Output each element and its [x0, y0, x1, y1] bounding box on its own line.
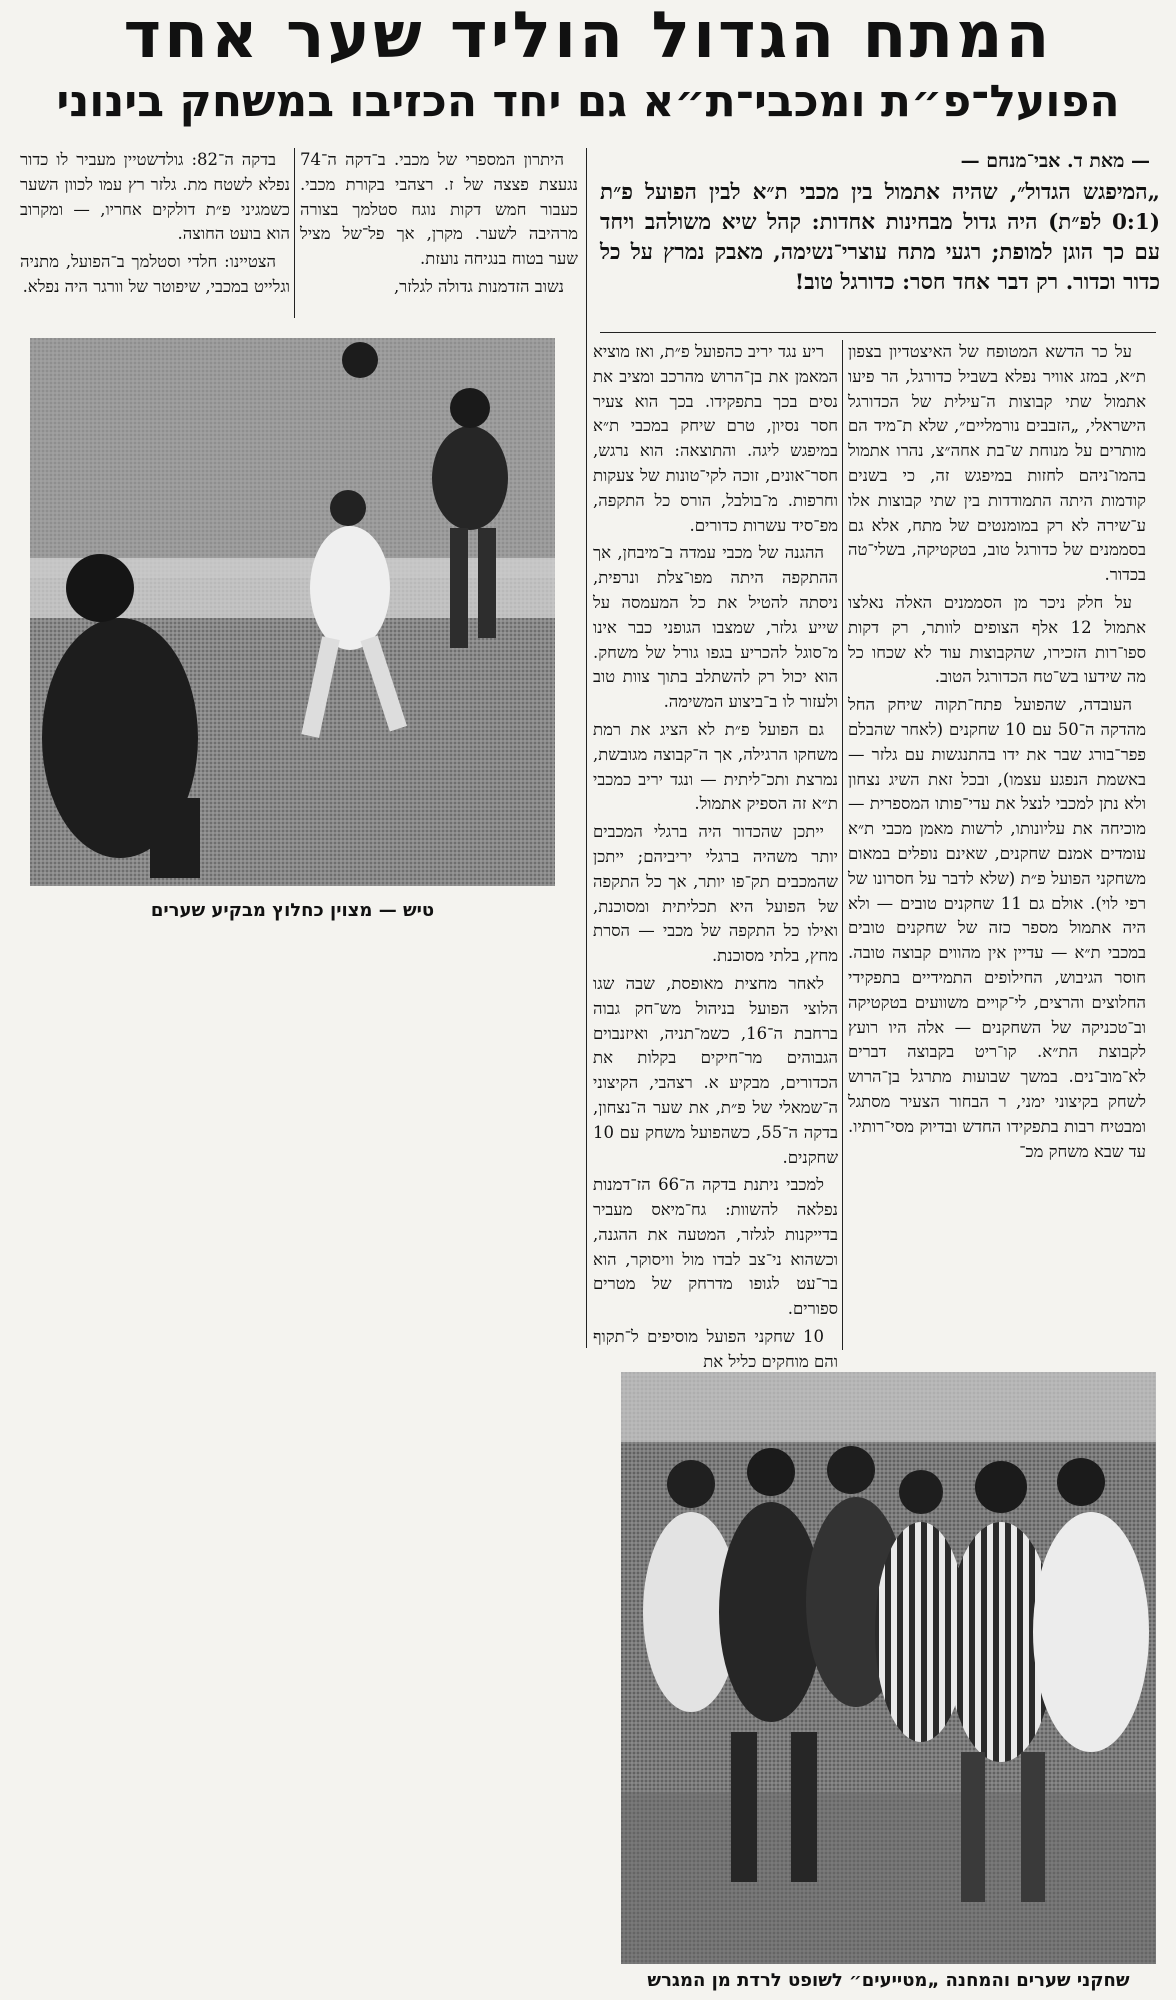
paragraph: בדקה ה־82: גולדשטיין מעביר לו כדור נפלא לשטח מת. גלזר רץ עמו לכוון השער כשמגיני פ״ת דולקים אחריו, — ומקרוב הוא בועט החוצה. [20, 150, 290, 244]
headline: המתח הגדול הוליד שער אחד [123, 0, 1053, 73]
lead-paragraph: „המיפגש הגדול״, שהיה אתמול בין מכבי ת״א לבין הפועל פ״ת (0:1 לפ״ת) היה גדול מבחינות אחדות: קהל שיא משולהב ויחד עם כך הוגן למופת; רגעי מתח עוצרי־נשימה, מאבק נמרץ על כל כדור וכדור. רק דבר אחד חסר: כדורגל טוב! [600, 180, 1160, 295]
paragraph: ריע נגד יריב כהפועל פ״ת, ואז מוציא המאמן את בן־הרוש מהרכב ומציב את נסים בכך בתפקידו. בכך הוא צעיר חסר נסיון, טרם שיחק במכבי ת״א במיפגש ליגה. והתוצאה: הוא נרגש, חסר־אונים, זוכה לקי־טונות של צעקות וחרפות. מ־בולבל, הורס כל התקפה, מפ־סיד עשרות כדורים. [593, 342, 838, 535]
photo-caption: שחקני שערים והמחנה „מטייעים״ לשופט לרדת מן המגרש [647, 1970, 1130, 1991]
paragraph: על כר הדשא המטופח של האיצטדיון בצפון ת״א, במזג אוויר נפלא בשביל כדורגל, הר פיעו אתמול שתי קבוצות ה־עילית של הכדורגל הישראלי, „הזבבים נורמליים״, שלא ת־מיד הם מותרים על מנוחת ש־בת אחה״צ, נהרו אתמול בהמו־ניהם לחזות במיפגש זה, כי בשנים קודמות היתה התמודדות בין שתי קבוצות אלו ע־שירה לא רק במומנטים של מתח, אלא גם בסממנים של כדורגל טוב, בטקטיקה, בשלי־טה בכדור. [848, 342, 1146, 585]
soccer-action-photo [30, 338, 555, 886]
article-column-2 [593, 340, 838, 1378]
paragraph: 10 שחקני הפועל מוסיפים ל־תקוף והם מוחקים כליל את [593, 1327, 838, 1371]
paragraph: ההגנה של מכבי עמדה ב־מיבחן, אך ההתקפה היתה מפו־צלת ונרפית, ניסתה להטיל את כל המעמסה על שייע גלזר, שמצבו הגופני כבר אינו מ־סוגל להכריע בגפו גורל של משחק. הוא יכול רק להשתלב בתוך צוות טוב ולעזור לו ב־ביצוע המשימה. [593, 543, 838, 712]
paragraph: נשוב הזדמנות גדולה לגלזר, [393, 276, 564, 296]
article-column-1 [848, 340, 1146, 1167]
paragraph: העובדה, שהפועל פתח־תקוה שיחק החל מהדקה ה־50 עם 10 שחקנים (לאחר שהבלם פפר־בורג שבר את ידו בהתנגשות עם גלזר — באשמת הנפגע עצמו), ובכל זאת השיג נצחון ולא נתן למכבי לנצל את עדי־פותו המספרית — מוכיחה את עליונותו, לרשות מאמן מכבי ת״א עומדים אמנם שחקנים, שאינם נופלים במאום משחקני הפועל פ״ת (שלא לדבר על חסרונו של רפי לוי). אולם גם 11 שחקנים טובים — ולא היה אתמול מספר כזה של שחקנים טובים במכבי ת״א — עדיין אין מהווים קבוצה טובה. חוסר הגיבוש, החילופים התמידיים בתפקידי החלוצים והרצים, לי־קויים משוועים בטקטיקה וב־טכניקה של השחקנים — אלה היו רועץ לקבוצת הת״א. קו־ריט בקבוצה דברים לא־מוב־נים. במשך שבועות מתרגל בן־הרוש לשחק בקיצוני ימני, ר הבחור הצעיר מסתגל ומבטיח רבות בתפקידו החדש ובדיוק מסי־רותיו. עד שבא משחק מכ־ [848, 695, 1146, 1161]
column-rule [842, 340, 843, 1350]
team-protest-illustration [621, 1372, 1156, 1964]
team-protest-photo [621, 1372, 1156, 1964]
lead-rule [600, 332, 1156, 333]
paragraph: היתרון המספרי של מכבי. ב־דקה ה־74 נגעצת פצצה של ז. רצהבי בקורת מכבי. כעבור חמש דקות נוגח סטלמך בצורה מרהיבה לשער. מקרן, אך פל־של מציל שער בטוח בנגיחה נועזת. [300, 150, 578, 269]
article-column-3 [300, 148, 578, 303]
article-column-4 [20, 148, 290, 303]
column-rule [294, 148, 295, 318]
paragraph: למכבי ניתנת בדקה ה־66 הז־דמנות נפלאה להשוות: גח־מיאס מעביר בדייקנות לגלזר, המטעה את ההגנה, וכשהוא ני־צב לבדו מול וויסוקר, הוא בר־עט לגופו מדרחק של מטרים ספורים. [593, 1175, 838, 1319]
paragraph: גם הפועל פ״ת לא הציג את רמת משחקו הרגילה, אך ה־קבוצה מגובשת, נמרצת ותכ־ליתית — ונגד יריב כמכבי ת״א זה הספיק אתמול. [593, 719, 838, 814]
paragraph: ייתכן שהכדור היה ברגלי המכבים יותר משהיה ברגלי יריביהם; ייתכן שהמכבים תק־פו יותר, אך כל התקפה של הפועל היא תכליתית ומסוכנת, ואילו כל התקפה של מכבי — הסרת מחץ, בלתי מסוכנת. [593, 822, 838, 966]
paragraph: לאחר מחצית מאופסת, שבה שגו הלוצי הפועל בניהול מש־חק גבוה ברחבת ה־16, כשמ־תניה, ואיזנבוים הגבוהים מר־חיקים בקלות את הכדורים, מבקיע א. רצהבי, הקיצוני ה־שמאלי של פ״ת, את שער ה־נצחון, בדקה ה־55, כשהפועל משחק עם 10 שחקנים. [593, 973, 839, 1167]
soccer-action-illustration [30, 338, 555, 886]
byline: — מאת ד. אבי־מנחם — [960, 150, 1150, 172]
paragraph: על חלק ניכר מן הסממנים האלה נאלצו אתמול 12 אלף הצופים לוותר, רק דקות ספו־רות הזכירו, שהקבוצות עוד לא שכחו כל מה שידעו בש־טח הכדורגל הטוב. [848, 592, 1147, 687]
photo-caption: טיש — מצוין כחלוץ מבקיע שערים [150, 900, 435, 921]
column-rule [586, 148, 587, 1348]
paragraph: הצטיינו: חלדי וסטלמך ב־הפועל, מתניה וגלייט במכבי, שיפוטר של וורגר היה נפלא. [20, 252, 290, 296]
subheadline: הפועל־פ״ת ומכבי־ת״א גם יחד הכזיבו במשחק בינוני [56, 76, 1120, 127]
